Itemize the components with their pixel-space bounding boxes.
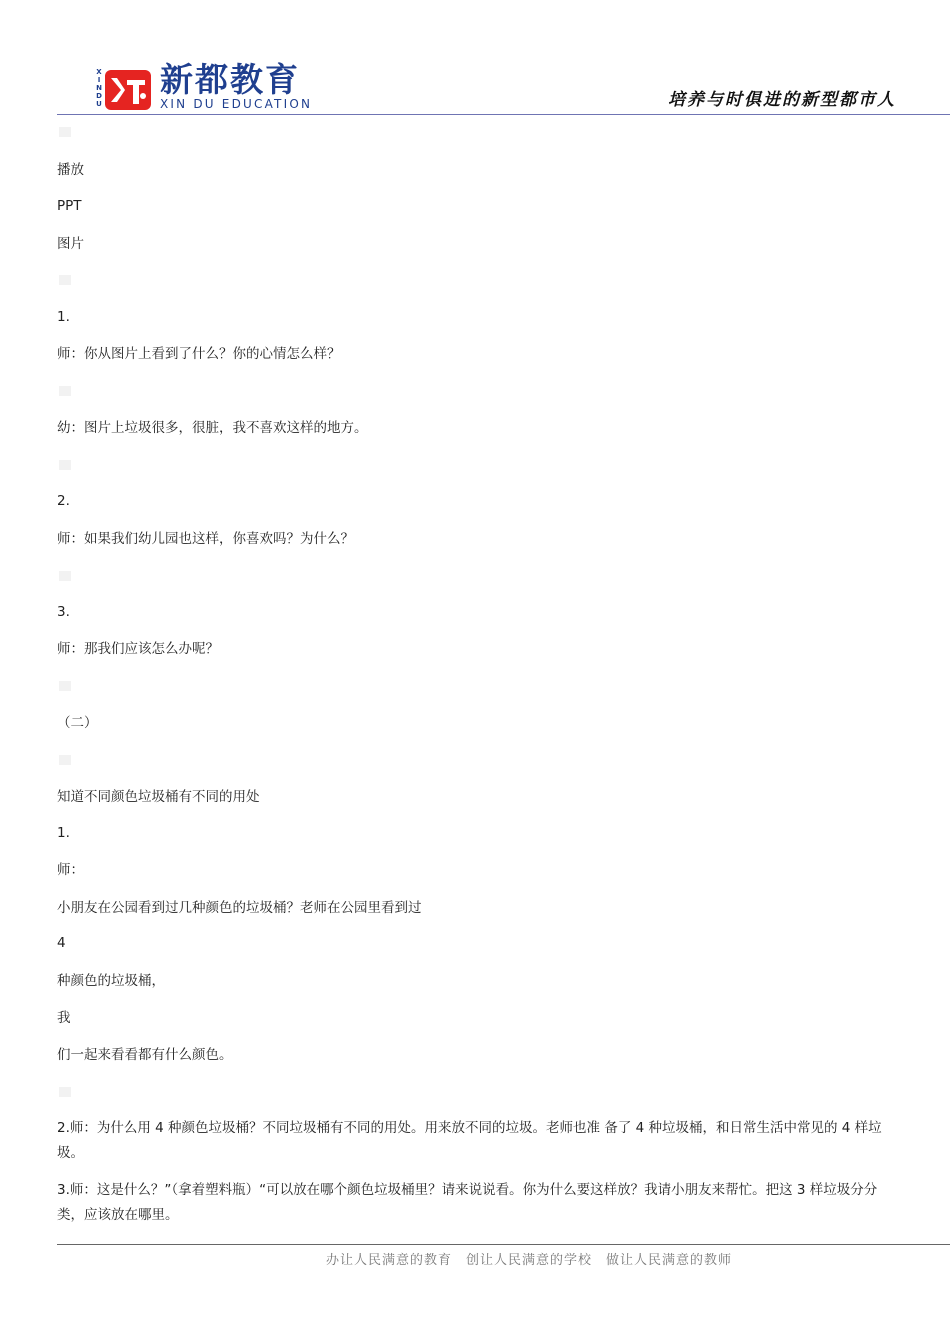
list-number: 3. bbox=[57, 604, 70, 620]
paragraph-marker bbox=[59, 460, 71, 470]
teacher-paragraph: 3.师：这是什么？”（拿着塑料瓶）“可以放在哪个颜色垃圾桶里？请来说说看。你为什么要这样放？我请小朋友来帮忙。把这 3 样垃圾分分类，应该放在哪里。 bbox=[57, 1182, 878, 1223]
logo-letter: X bbox=[96, 68, 102, 76]
paragraph-marker bbox=[59, 681, 71, 691]
teacher-paragraph: 2.师：为什么用 4 种颜色垃圾桶？不同垃圾桶有不同的用处。用来放不同的垃圾。老师也准 备了 4 种垃圾桶，和日常生活中常见的 4 样垃圾。 bbox=[57, 1120, 882, 1161]
paragraph-marker bbox=[59, 386, 71, 396]
xindu-logo-icon bbox=[95, 68, 153, 112]
logo-emblem-icon bbox=[105, 68, 153, 112]
text-line: 们一起来看看都有什么颜色。 bbox=[57, 1047, 233, 1063]
paragraph-marker bbox=[59, 755, 71, 765]
text-line: 图片 bbox=[57, 236, 84, 252]
teacher-line: 师：如果我们幼儿园也这样，你喜欢吗？为什么？ bbox=[57, 531, 354, 547]
footer-motto: 办让人民满意的教育 创让人民满意的学校 做让人民满意的教师 bbox=[326, 1253, 733, 1268]
teacher-label: 师： bbox=[57, 862, 84, 878]
text-line: 播放 bbox=[57, 162, 84, 178]
list-number: 2. bbox=[57, 493, 70, 509]
list-number: 1. bbox=[57, 825, 70, 841]
logo-english-name: XIN DU EDUCATION bbox=[160, 97, 313, 111]
paragraph-marker bbox=[59, 127, 71, 137]
paragraph-marker bbox=[59, 275, 71, 285]
teacher-line: 师：那我们应该怎么办呢？ bbox=[57, 641, 219, 657]
logo-letter: D bbox=[96, 92, 102, 100]
child-line: 幼：图片上垃圾很多，很脏，我不喜欢这样的地方。 bbox=[57, 420, 368, 436]
paragraph-marker bbox=[59, 571, 71, 581]
text-line: 我 bbox=[57, 1010, 71, 1026]
teacher-line: 师：你从图片上看到了什么？你的心情怎么样？ bbox=[57, 346, 341, 362]
text-line: 4 bbox=[57, 935, 66, 951]
logo-letter: U bbox=[96, 100, 102, 108]
teacher-line: 小朋友在公园看到过几种颜色的垃圾桶？老师在公园里看到过 bbox=[57, 900, 422, 916]
text-line: 种颜色的垃圾桶， bbox=[57, 973, 165, 989]
header-divider bbox=[57, 114, 950, 115]
section-title: 知道不同颜色垃圾桶有不同的用处 bbox=[57, 789, 260, 805]
paragraph-marker bbox=[59, 1087, 71, 1097]
page-header bbox=[0, 0, 950, 116]
logo-letter: N bbox=[96, 84, 102, 92]
section-heading: （二） bbox=[57, 715, 98, 731]
logo-vertical-letters bbox=[95, 68, 103, 108]
footer-divider bbox=[57, 1244, 950, 1245]
logo-letter: I bbox=[97, 76, 101, 84]
header-slogan: 培养与时俱进的新型都市人 bbox=[668, 90, 896, 110]
list-number: 1. bbox=[57, 309, 70, 325]
logo-name: 新都教育 bbox=[160, 60, 300, 99]
text-line: PPT bbox=[57, 198, 82, 214]
